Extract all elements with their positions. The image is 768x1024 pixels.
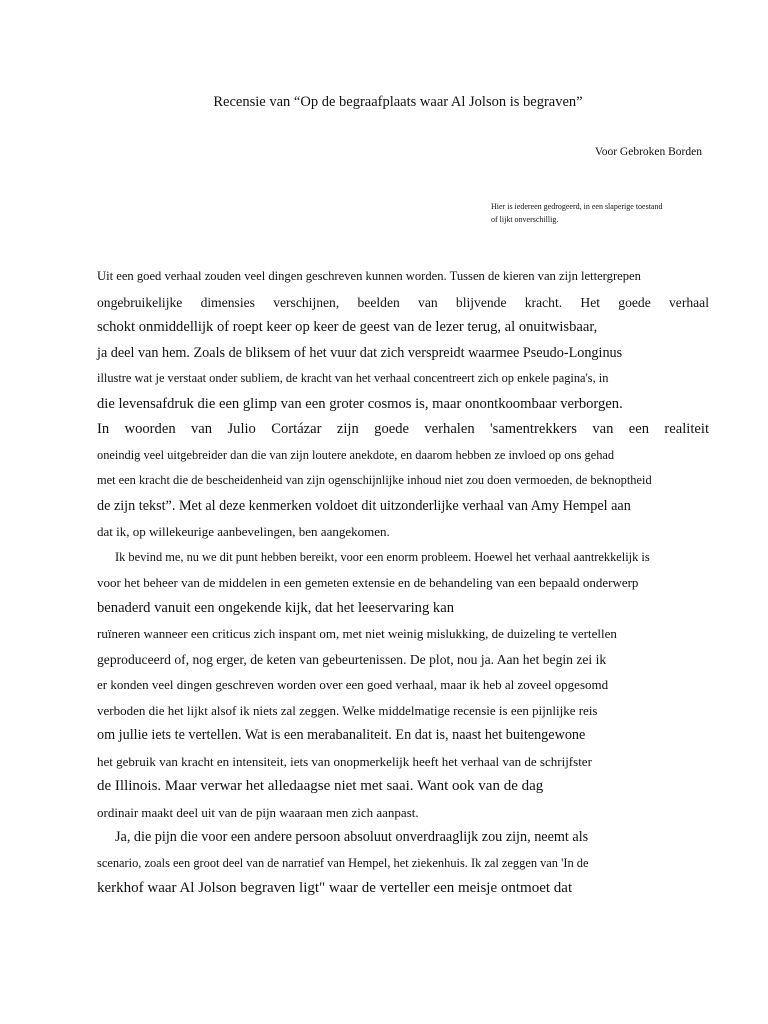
text-line: In woorden van Julio Cortázar zijn goede verhalen 'samentrekkers van een realiteit xyxy=(97,421,709,437)
text-line: ongebruikelijke dimensies verschijnen, beelden van blijvende kracht. Het goede verhaal xyxy=(97,294,709,310)
text-line: verboden die het lijkt alsof ik niets zal zeggen. Welke middelmatige recensie is een pijnlijke reis xyxy=(97,702,598,718)
text-line: benaderd vanuit een ongekende kijk, dat het leeservaring kan xyxy=(97,599,454,616)
document-title: Recensie van “Op de begraafplaats waar Al Jolson is begraven” xyxy=(213,94,583,110)
text-line: illustre wat je verstaat onder subliem, de kracht van het verhaal concentreert zich op enkele pagina's, in xyxy=(97,371,609,385)
epigraph-line: of lijkt onverschillig. xyxy=(491,215,559,224)
text-line: dat ik, op willekeurige aanbevelingen, ben aangekomen. xyxy=(97,524,390,539)
text-line: oneindig veel uitgebreider dan die van zijn loutere anekdote, en daarom hebben ze invloed op ons gehad xyxy=(97,447,615,462)
text-line: die levensafdruk die een glimp van een groter cosmos is, maar onontkoombaar verborgen. xyxy=(97,395,623,412)
epigraph xyxy=(491,200,662,226)
text-line: kerkhof waar Al Jolson begraven ligt" waar de verteller een meisje ontmoet dat xyxy=(97,880,573,896)
text-line: schokt onmiddellijk of roept keer op keer de geest van de lezer terug, al onuitwisbaar, xyxy=(97,319,598,335)
epigraph-line: Hier is iedereen gedrogeerd, in een slaperige toestand xyxy=(491,202,663,211)
text-line: om jullie iets te vertellen. Wat is een merabanaliteit. En dat is, naast het buitengewone xyxy=(97,727,586,743)
text-line: ordinair maakt deel uit van de pijn waaraan men zich aanpast. xyxy=(97,804,419,820)
text-line: met een kracht die de bescheidenheid van zijn ogenschijnlijke inhoud niet zou doen vermoeden, de beknoptheid xyxy=(97,473,652,487)
text-line: ja deel van hem. Zoals de bliksem of het vuur dat zich verspreidt waarmee Pseudo-Longinus xyxy=(97,344,623,361)
text-line: scenario, zoals een groot deel van de narratief van Hempel, het ziekenhuis. Ik zal zeggen van 'In de xyxy=(97,855,589,870)
text-line: voor het beheer van de middelen in een gemeten extensie en de behandeling van een bepaald onderwerp xyxy=(97,575,639,590)
text-line: de zijn tekst”. Met al deze kenmerken voldoet dit uitzonderlijke verhaal van Amy Hempel aan xyxy=(97,497,631,514)
text-line: er konden veel dingen geschreven worden over een goed verhaal, maar ik heb al zoveel opgesomd xyxy=(97,677,609,692)
text-line: de Illinois. Maar verwar het alledaagse niet met saai. Want ook van de dag xyxy=(97,778,544,794)
dedication: Voor Gebroken Borden xyxy=(594,146,702,158)
text-line: Ja, die pijn die voor een andere persoon absoluut onverdraaglijk zou zijn, neemt als xyxy=(115,829,589,845)
text-line: het gebruik van kracht en intensiteit, iets van onopmerkelijk heeft het verhaal van de schrijfster xyxy=(97,753,592,769)
text-line: Uit een goed verhaal zouden veel dingen geschreven kunnen worden. Tussen de kieren van zijn lettergrepen xyxy=(97,269,641,283)
text-line: ruïneren wanneer een criticus zich inspant om, met niet weinig mislukking, de duizeling te vertellen xyxy=(97,626,617,641)
body-text xyxy=(97,264,709,902)
text-line: geproduceerd of, nog erger, de keten van gebeurtenissen. De plot, nou ja. Aan het begin zei ik xyxy=(97,651,607,667)
text-line: Ik bevind me, nu we dit punt hebben bereikt, voor een enorm probleem. Hoewel het verhaal aantrekkelijk is xyxy=(115,549,650,564)
